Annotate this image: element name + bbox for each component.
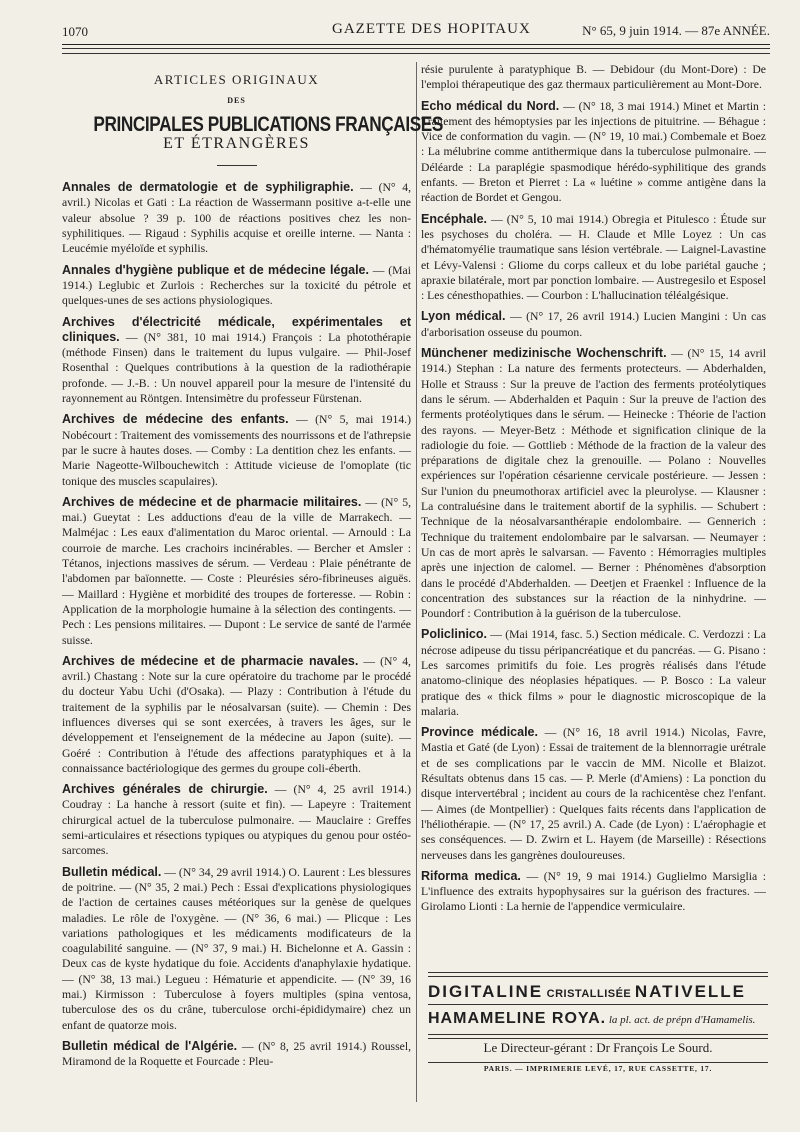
separator	[217, 165, 257, 166]
entry-text: — (N° 19, 9 mai 1914.) Guglielmo Marsiglia : L'influence des extraits hypophysaires sur la guérison des fractures. — Girolamo Lionti : La hernie de l'appendice vermiculaire.	[421, 869, 766, 914]
bibliography-entry	[62, 782, 411, 858]
journal-name: Münchener medizinische Wochenschrift.	[421, 346, 667, 361]
entry-text: — (Mai 1914.) Leglubic et Zurlois : Recherches sur la toxicité du pétrole et quelques-unes de ses actions physiologiques.	[62, 263, 411, 308]
ad-rule	[428, 1038, 768, 1039]
entry-text: — (N° 4, avril.) Nicolas et Gati : La réaction de Wassermann positive a-t-elle une valeur absolue ? 39 p. 100 de réactions positives chez les non-syphilitiques. — Rigaud : Syphilis acquise et oreille interne. — Nanta : Leucémie myéloïde et syphilis.	[62, 181, 411, 256]
section-title: ARTICLES ORIGINAUX	[153, 72, 320, 87]
bibliography-entry	[62, 315, 411, 407]
entry-text: — (N° 5, mai 1914.) Nobécourt : Traitement des vomissements des nourrissons et de l'athrepsie par le sucre à hautes doses. — Comby : La dentition chez les enfants. — Marie Nageotte-Wilbouchewitch : Attitude vicieuse de l'omoplate (tic tonique des muscles scapulaires).	[62, 413, 411, 488]
ad-rule	[428, 976, 768, 977]
hamameline-ad	[428, 1010, 768, 1028]
right-entries	[421, 62, 766, 915]
left-entries	[62, 180, 411, 1069]
director-line: Le Directeur-gérant : Dr François Le Sourd.	[483, 1040, 713, 1055]
journal-name: Encéphale.	[421, 211, 487, 226]
digitaline-brand: NATIVELLE	[634, 982, 747, 1001]
journal-name: Archives de médecine des enfants.	[62, 412, 289, 427]
bibliography-entry	[62, 180, 411, 256]
printer-line: PARIS. — IMPRIMERIE LEVÉ, 17, RUE CASSETTE, 17.	[483, 1064, 713, 1073]
bibliography-entry	[62, 495, 411, 648]
entry-text: — (N° 381, 10 mai 1914.) François : La photothérapie (méthode Finsen) dans le traitement du lupus vulgaire. — Phil-Josef Rosenthal : Quelques contributions à la question de la radiothérapie profonde. — J.-B. : Un nouvel appareil pour la mesure de l'intensité du rayonnement au Röntgen. Intensimètre du professeur Fürstenan.	[62, 330, 411, 406]
bibliography-entry	[421, 346, 766, 621]
column-divider	[416, 62, 417, 1102]
journal-name: Province médicale.	[421, 725, 538, 740]
running-header	[62, 20, 770, 42]
journal-name: Policlinico.	[421, 627, 487, 642]
entry-text: — (N° 15, 14 avril 1914.) Stephan : La nature des ferments protecteurs. — Abderhalden, Holle et Strauss : Sur la preuve de l'action des ferments protéolytiques dans le sérum. — Abderhalden et Paquin : Sur la preuve de l'action des ferments protéolytiques dans le sérum. — Heinecke : Théorie de l'action des rayons. — Meyer-Betz : Méthode et signification clinique de la radiologie du foie. — Gottlieb : Méthode de la fraction de la valeur des préparations de digitale chez la grenouille. — Polano : Nouvelles expériences sur l'opération césarienne cervicale postérieure. — Jessen : Sur l'union du pneumothorax artificiel avec la pleurolyse. — Klausner : La contraluésine dans le traitement abortif de la syphilis. — Schubert : Technique de la néosalvarsanthérapie endolombaire. — Gennerich : Technique du traitement endolombaire par le salvarsan. — Neumayer : Un cas de mort après le salvarsan. — Favento : Hémorragies multiples après une injection de calomel. — Berner : Phénomènes d'absorption dans le procédé d'Abderhalden. — Deetjen et Fraenkel : Influence de la concentration des substances sur la réaction de la ninhydrine. — Poundorf : Contribution à la guérison de la tuberculose.	[421, 347, 766, 621]
left-column	[62, 62, 443, 1076]
issue-info: N° 65, 9 juin 1914. — 87e ANNÉE.	[582, 23, 770, 38]
journal-name: Bulletin médical de l'Algérie.	[62, 1038, 238, 1053]
right-column	[421, 62, 766, 921]
entry-text: — (N° 4, 25 avril 1914.) Coudray : La hanche à ressort (suite et fin). — Lapeyre : Traitement chirurgical actuel de la tuberculose pulmonaire. — Mauclaire : Greffes semi-articulaires et résections typiques ou atypiques du genou pour ostéo-sarcomes.	[62, 783, 411, 858]
journal-name: Annales de dermatologie et de syphiligraphie.	[62, 180, 354, 195]
bibliography-entry	[62, 412, 411, 488]
bibliography-entry	[421, 725, 766, 863]
bibliography-entry	[421, 309, 766, 340]
entry-text: — (N° 16, 18 avril 1914.) Nicolas, Favre, Mastia et Gaté (de Lyon) : Essai de traitement de la blennorragie urétrale et de ses complications par le vaccin de MM. Nicolle et Blaizot. Résultats obtenus dans 15 cas. — P. Merle (d'Amiens) : La ponction du disque intervertébral ; incident au cours de la rachicentèse chez l'enfant. — Aimes (de Montpellier) : Quelques faits récents dans l'application de l'héliothérapie. — (N° 17, 25 avril.) A. Cade (de Lyon) : L'aérophagie et ses conséquences. — D. Zwirn et L. Hayem (de Marseille) : Résections nerveuses dans les gangrènes douloureuses.	[421, 726, 766, 862]
digitaline-ad	[428, 982, 768, 1002]
journal-name: Annales d'hygiène publique et de médecine légale.	[62, 262, 369, 277]
bibliography-entry	[421, 212, 766, 304]
digitaline-name: DIGITALINE	[428, 982, 544, 1001]
page-number: 1070	[62, 24, 88, 39]
journal-name: Riforma medica.	[421, 868, 521, 883]
journal-title: GAZETTE DES HOPITAUX	[332, 21, 531, 37]
footer-rule	[428, 1062, 768, 1063]
bibliography-entry	[421, 869, 766, 915]
journal-name: Lyon médical.	[421, 309, 506, 324]
journal-name: Echo médical du Nord.	[421, 98, 560, 113]
bibliography-entry	[421, 62, 766, 93]
bibliography-entry	[421, 99, 766, 206]
bibliography-entry	[62, 1039, 411, 1070]
section-title-des: DES	[227, 96, 246, 106]
bibliography-entry	[421, 627, 766, 719]
entry-text: résie purulente à paratyphique B. — Debidour (du Mont-Dore) : De l'emploi thérapeutique des gaz thermaux particulièrement au Mont-Dore.	[421, 63, 766, 92]
bibliography-entry	[62, 654, 411, 776]
entry-text: — (N° 34, 29 avril 1914.) O. Laurent : Les blessures de poitrine. — (N° 35, 2 mai.) Pech : Essai d'explications physiologiques de l'action de certaines causes météoriques sur la genèse de quelques maladies. Le rôle de l'oxygène. — (N° 36, 6 mai.) — Plicque : Les variations pathologiques et les médicaments modificateurs de la coagulabilité sanguine. — (N° 37, 9 mai.) H. Bichelonne et A. Gassin : Deux cas de kyste hydatique du foie. Accidents d'anaphylaxie hydatique. — (N° 38, 13 mai.) Legueu : Hématurie et appendicite. — (N° 39, 16 mai.) Kirmisson : Tuberculose à foyers multiples (spina ventosa, tuberculose des os du crâne, tuberculose orchi-épididymaire) chez un enfant de quatorze mois.	[62, 865, 411, 1032]
entry-text: — (N° 8, 25 avril 1914.) Roussel, Miramond de la Roquette et Fourcade : Pleu-	[62, 1039, 411, 1069]
section-subtitle: ET ÉTRANGÈRES	[163, 134, 310, 152]
hamameline-note: la pl. act. de prépn d'Hamamelis.	[606, 1014, 756, 1026]
entry-text: — (N° 5, mai.) Gueytat : Les adductions d'eau de la ville de Marrakech. — Malméjac : Les eaux d'alimentation du Maroc oriental. — Arnould : La courroie de marche. Les crachoirs incinérables. — Bercher et Amsler : Tétanos, injections massives de sérum. — Verdeau : Plaie pénétrante de l'abdomen par baïonnette. — Coste : Pleurésies séro-fibrineuses aiguës. — Maillard : Hygiène et morbidité des troupes de forteresse. — Robin : Application de la morphologie humaine à la sélection des contingents. — Pech : Les pensions militaires. — Dupont : Le service de santé de l'armée suisse.	[62, 495, 411, 647]
ad-rule	[428, 1004, 768, 1005]
journal-name: Archives d'électricité médicale, expérimentales et cliniques.	[62, 314, 411, 344]
ad-rule	[428, 972, 768, 973]
journal-name: Archives générales de chirurgie.	[62, 782, 268, 797]
bibliography-entry	[62, 263, 411, 309]
hamameline-name: HAMAMELINE ROYA.	[428, 1010, 607, 1027]
section-headline: PRINCIPALES PUBLICATIONS FRANÇAISES	[93, 112, 443, 136]
journal-name: Bulletin médical.	[62, 864, 162, 879]
entry-text: — (N° 4, avril.) Chastang : Note sur la cure opératoire du trachome par le procédé du docteur Yabu Uchi (d'Osaka). — Plazy : Contribution à l'étude du traitement de la syphilis par le néosalvarsan (suite). — Chemin : Des influences diverses qui se sont exercées, à travers les âges, sur le développement et l'enseignement de la médecine au Japon (suite). — Goéré : Contribution à l'étude des affections paratyphiques et à la connaissance bactériologique des germes du groupe coli-éberth.	[62, 654, 411, 775]
digitaline-small: CRISTALLISÉE	[543, 988, 635, 1000]
ad-rule	[428, 1034, 768, 1035]
bibliography-entry	[62, 865, 411, 1033]
entry-text: — (N° 17, 26 avril 1914.) Lucien Mangini : Un cas d'arborisation osseuse du poumon.	[421, 310, 766, 339]
entry-text: — (Mai 1914, fasc. 5.) Section médicale. C. Verdozzi : La nécrose adipeuse du tissu péripancréatique et du pancréas. — G. Pisano : Les sarcomes primitifs du foie. Les progrès réalisés dans l'étude anatomo-clinique des néoplasies hépatiques. — P. Bosco : La valeur pratique des « thick films » pour le diagnostic microscopique de la malaria.	[421, 628, 766, 718]
entry-text: — (N° 5, 10 mai 1914.) Obregia et Pitulesco : Étude sur les psychoses du choléra. — H. Claude et Mlle Loyez : Un cas d'hématomyélie traumatique sans lésion vertébrale. — Laignel-Lavastine et Lévy-Valensi : Gliome du corps calleux et du lobe pariétal gauche ; apraxie bilatérale, mort par ponction lombaire. — Austregesilo et Esposel : Les cénesthopathies. — Courbon : L'hallucination téléalgésique.	[421, 212, 766, 303]
journal-name: Archives de médecine et de pharmacie navales.	[62, 653, 359, 668]
header-rule	[62, 44, 770, 45]
journal-name: Archives de médecine et de pharmacie militaires.	[62, 494, 362, 509]
entry-text: — (N° 18, 3 mai 1914.) Minet et Martin : Traitement des hémoptysies par les injections de pituitrine. — Béhague : Vice de conformation du vagin. — (N° 19, 10 mai.) Combemale et Boez : La mélubrine comme antithermique dans la tuberculose pulmonaire. — Déléarde : La paraplégie spasmodique hérédo-syphilitique des grands enfants. — Breton et Pierret : La « luétine » comme antigène dans la réaction de Bordet et Gengou.	[421, 99, 767, 205]
header-rule	[62, 53, 770, 54]
header-rule	[62, 48, 770, 49]
